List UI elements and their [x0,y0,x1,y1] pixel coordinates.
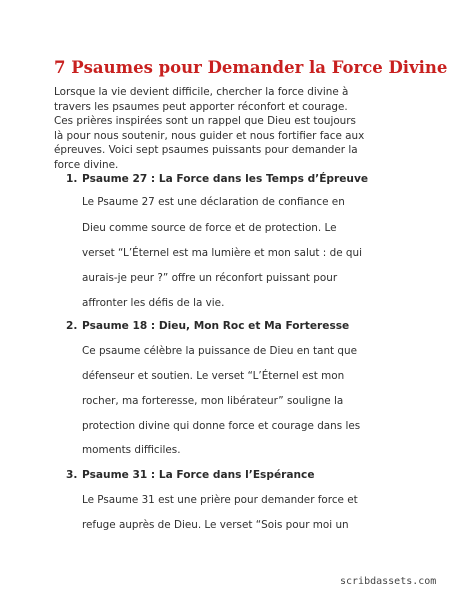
item-body-line: aurais-je peur ?” offre un réconfort puissant pour [82,272,338,284]
item-body-line: rocher, ma forteresse, mon libérateur” souligne la [82,395,344,407]
item-body-line: Dieu comme source de force et de protection. Le [82,222,337,234]
item-body-line: Ce psaume célèbre la puissance de Dieu en tant que [82,345,357,357]
item-heading: Psaume 27 : La Force dans les Temps d’Épreuve [82,173,369,185]
intro-line: force divine. [54,158,119,171]
intro-paragraph [54,85,404,172]
item-number: 1. [66,173,78,185]
intro-line: là pour nous soutenir, nous guider et nous fortifier face aux [54,129,365,142]
item-body-line: refuge auprès de Dieu. Le verset “Sois pour moi un [82,519,349,531]
watermark-text: scribdassets.com [340,576,437,587]
item-number: 3. [66,469,78,481]
item-number: 2. [66,320,78,332]
intro-line: Ces prières inspirées sont un rappel que Dieu est toujours [54,115,356,127]
intro-line: épreuves. Voici sept psaumes puissants pour demander la [54,144,358,156]
item-heading: Psaume 31 : La Force dans l’Espérance [82,469,315,481]
page-title: 7 Psaumes pour Demander la Force Divine [54,58,448,77]
item-body-line: verset “L’Éternel est ma lumière et mon salut : de qui [82,247,362,259]
item-body-line: affronter les défis de la vie. [82,297,225,309]
intro-line: Lorsque la vie devient difficile, chercher la force divine à [54,86,349,98]
item-body-line: moments difficiles. [82,444,181,456]
item-body-line: protection divine qui donne force et courage dans les [82,420,361,432]
item-body-line: Le Psaume 31 est une prière pour demander force et [82,494,358,506]
intro-line: travers les psaumes peut apporter réconfort et courage. [54,100,348,113]
item-body-line: Le Psaume 27 est une déclaration de confiance en [82,196,345,208]
item-body-line: défenseur et soutien. Le verset “L’Éternel est mon [82,370,345,382]
item-heading: Psaume 18 : Dieu, Mon Roc et Ma Forteresse [82,320,350,332]
